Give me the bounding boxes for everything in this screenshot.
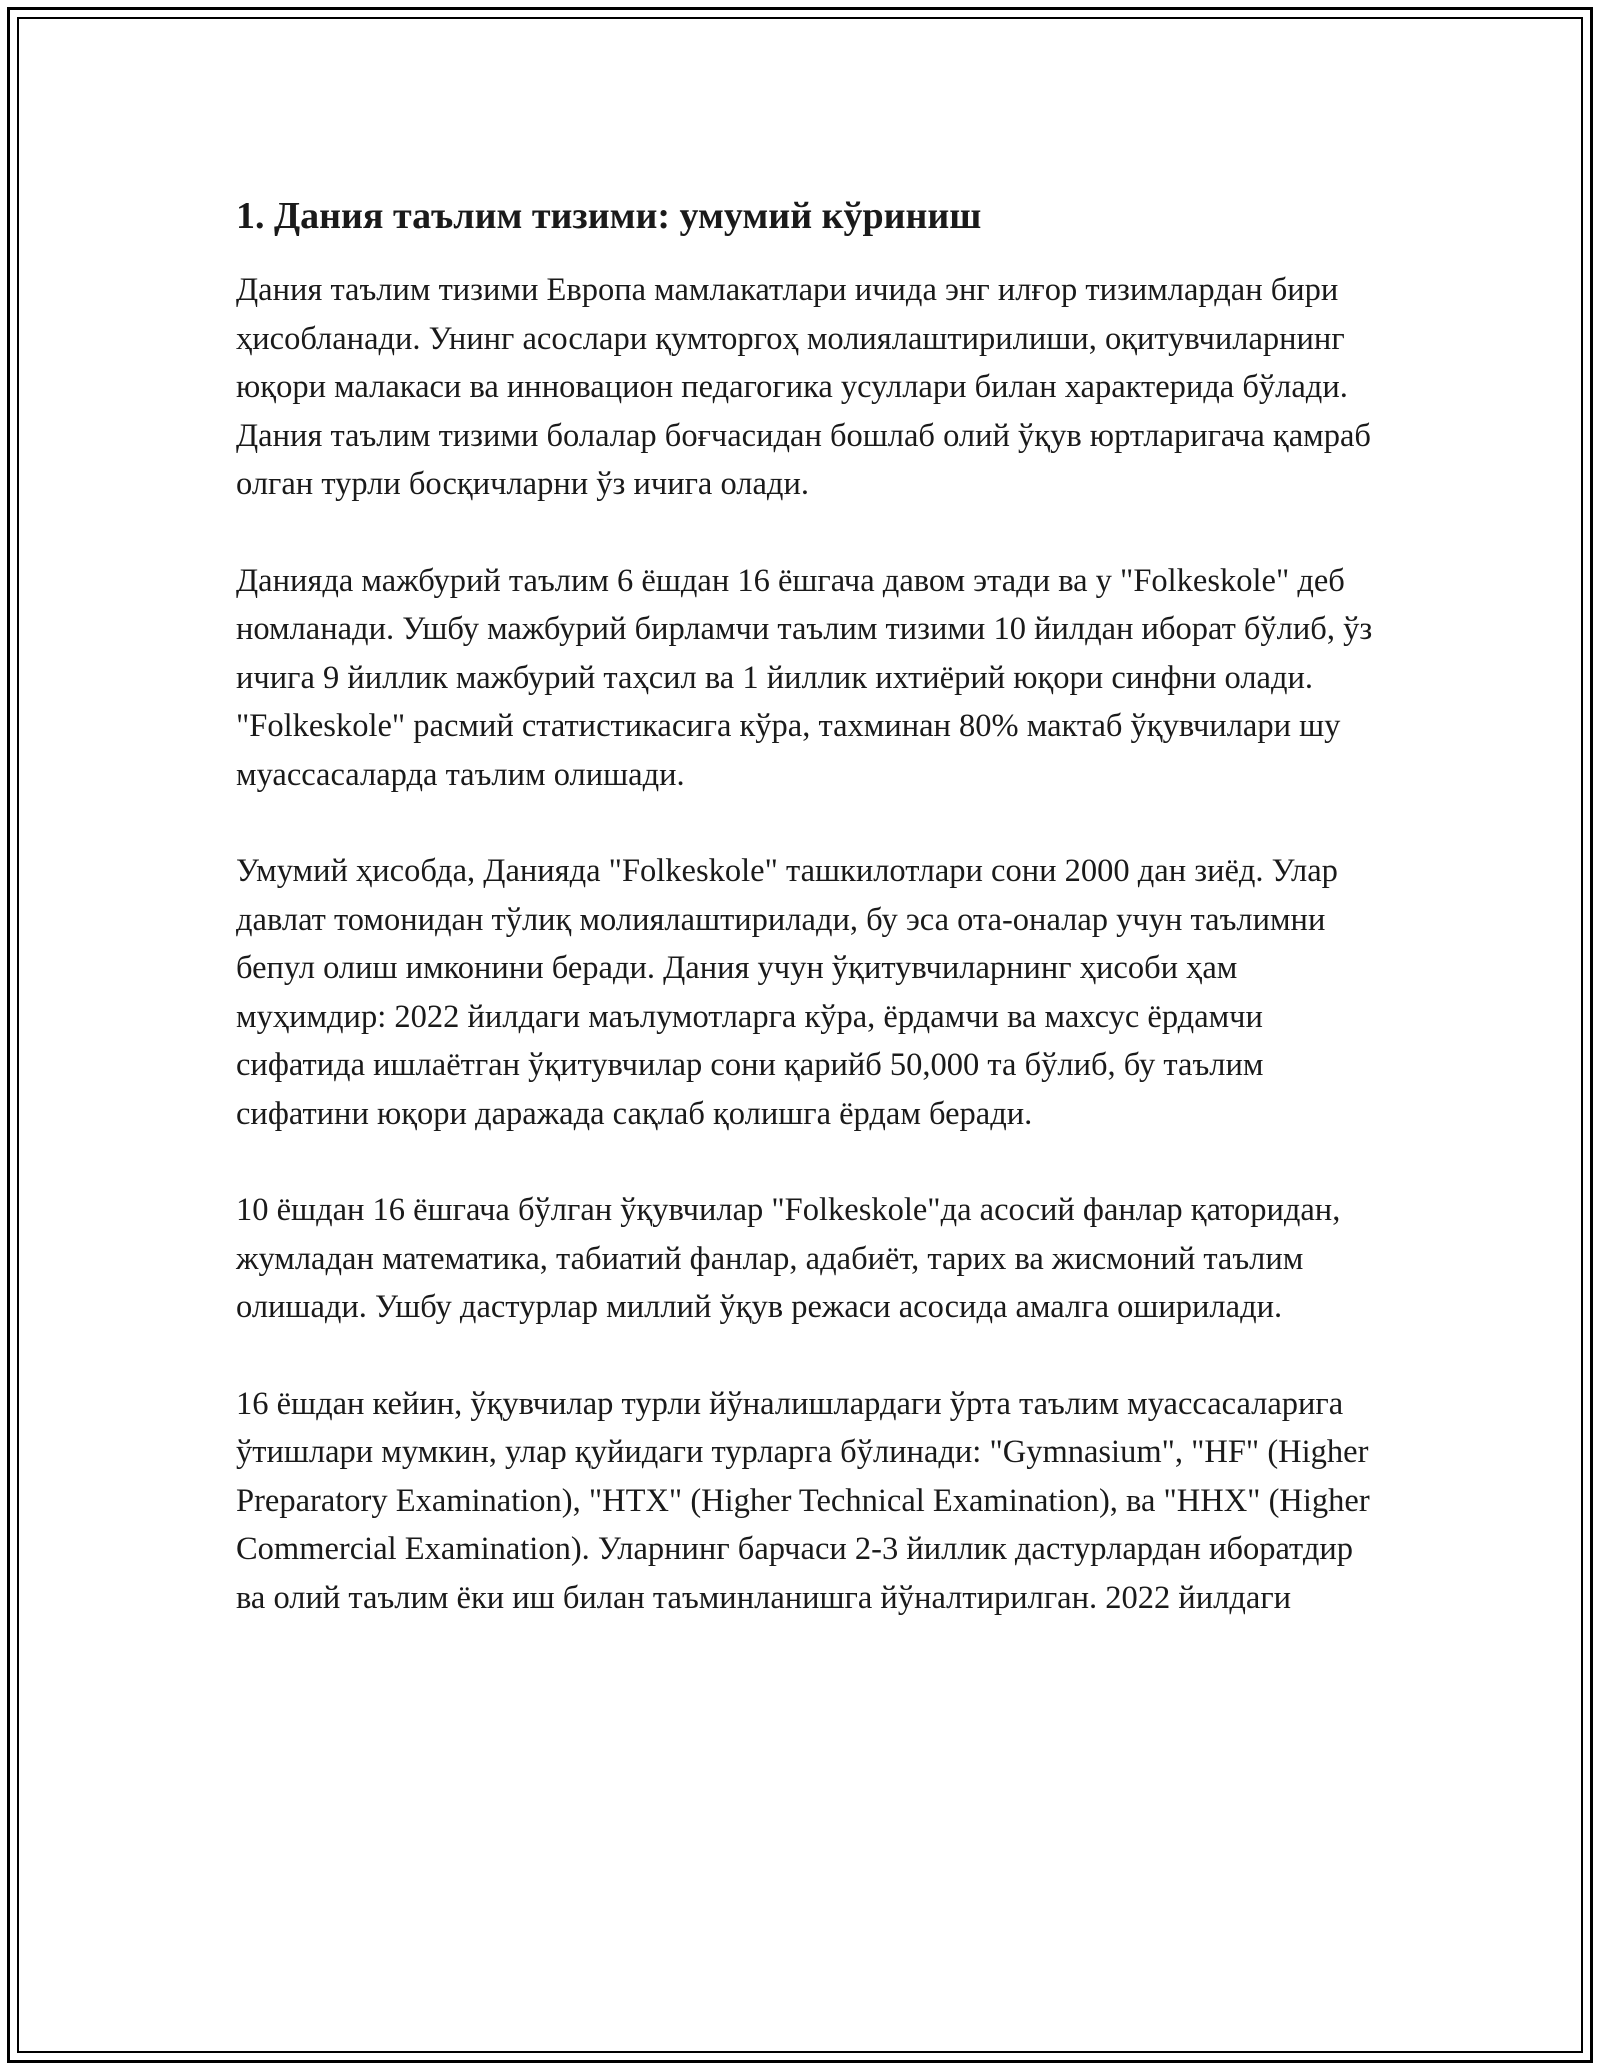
document-body <box>236 188 1376 1670</box>
section-heading: 1. Дания таълим тизими: умумий кўриниш <box>236 195 982 237</box>
paragraph-compulsory-education: Данияда мажбурий таълим 6 ёшдан 16 ёшгача давом этади ва у "Folkeskole" деб номланади. Ушбу мажбурий бирламчи таълим тизими 10 йилдан иборат бўлиб, ўз ичига 9 йиллик мажбурий таҳсил ва 1 йиллик ихтиёрий юқори синфни олади. "Folkeskole" расмий статистикасига кўра, тахминан 80% мактаб ўқувчилари шу муассасаларда таълим олишади. <box>236 562 1373 793</box>
paragraph-secondary-education: 16 ёшдан кейин, ўқувчилар турли йўналишлардаги ўрта таълим муассасаларига ўтишлари мумкин, улар қуйидаги турларга бўлинади: "Gymnasium", "HF" (Higher Preparatory Examination), "HTX" (Higher Technical Examination), ва "HHX" (Higher Commercial Examination). Уларнинг барчаси 2-3 йиллик дастурлардан иборатдир ва олий таълим ёки иш билан таъминланишга йўналтирилган. 2022 йилдаги <box>236 1385 1370 1616</box>
paragraph-subjects: 10 ёшдан 16 ёшгача бўлган ўқувчилар "Folkeskole"да асосий фанлар қаторидан, жумладан математика, табиатий фанлар, адабиёт, тарих ва жисмоний таълим олишади. Ушбу дастурлар миллий ўқув режаси асосида амалга оширилади. <box>236 1192 1341 1325</box>
paragraph-school-count: Умумий ҳисобда, Данияда "Folkeskole" ташкилотлари сони 2000 дан зиёд. Улар давлат томонидан тўлиқ молиялаштирилади, бу эса ота-оналар учун таълимни бепул олиш имконини беради. Дания учун ўқитувчиларнинг ҳисоби ҳам муҳимдир: 2022 йилдаги маълумотларга кўра, ёрдамчи ва махсус ёрдамчи сифатида ишлаётган ўқитувчилар сони қарийб 50,000 та бўлиб, бу таълим сифатини юқори даражада сақлаб қолишга ёрдам беради. <box>236 853 1338 1132</box>
paragraph-overview: Дания таълим тизими Европа мамлакатлари ичида энг илғор тизимлардан бири ҳисобланади. Унинг асослари қумторгоҳ молиялаштирилиши, оқитувчиларнинг юқори малакаси ва инновацион педагогика усуллари билан характерида бўлади. Дания таълим тизими болалар боғчасидан бошлаб олий ўқув юртларигача қамраб олган турли босқичларни ўз ичига олади. <box>236 272 1371 502</box>
